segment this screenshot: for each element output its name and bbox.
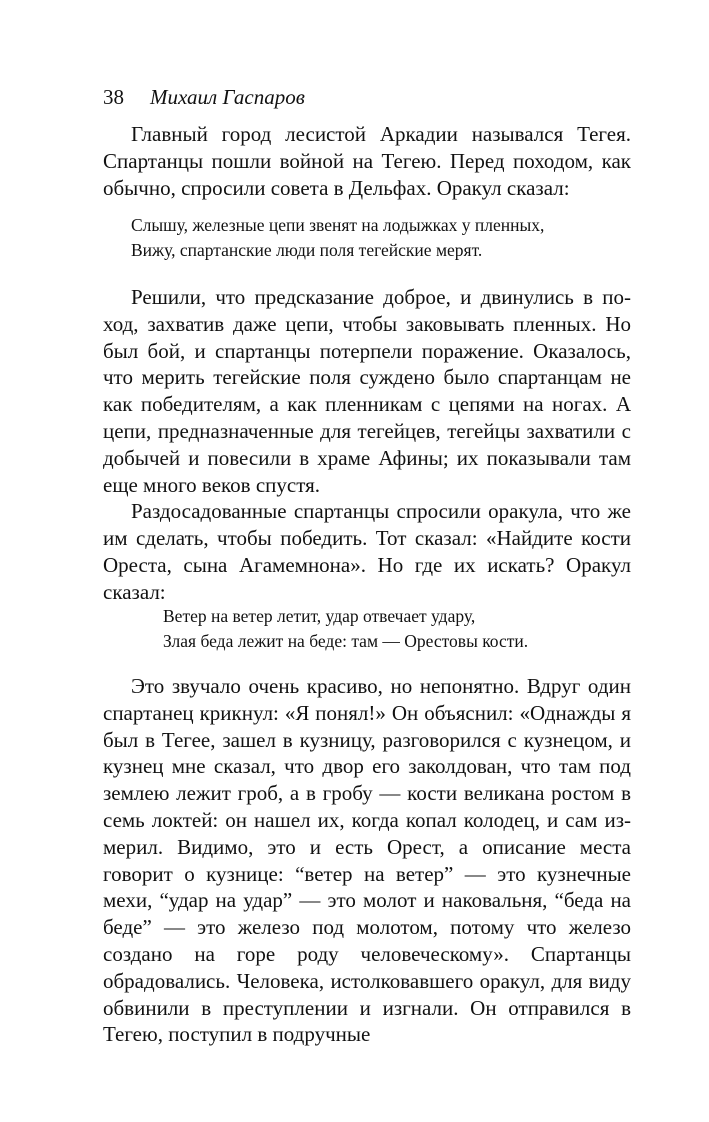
running-head-author: Михаил Гаспаров — [150, 85, 305, 109]
verse-1-line-1: Слышу, железные цепи звенят на лодыжках у пленных, — [131, 215, 545, 235]
page-number: 38 — [103, 85, 124, 109]
text-block-3 — [103, 673, 631, 1048]
page-header — [103, 84, 305, 110]
verse-1-line-2: Вижу, спартанские люди поля тегейские мерят. — [131, 239, 483, 260]
oracle-verse-1 — [131, 213, 544, 262]
paragraph-1: Главный город лесистой Аркадии назывался Тегея. Спартанцы пошли войной на Тегею. Перед походом, как обычно, спросили совета в Дельфах. Оракул сказал: — [103, 122, 631, 200]
paragraph-2: Решили, что предсказание доброе, и двинулись в поход, захватив даже цепи, чтобы заковывать пленных. Но был бой, и спартанцы потерпели поражение. Оказалось, что мерить тегейские поля суждено было спартанцам не как победителям, а как пленникам с цепями на ногах. А цепи, предназначенные для тегейцев, тегейцы захватили с добычей и повесили в храме Афины; их показывали там еще много веков спустя. — [103, 285, 631, 497]
paragraph-3: Раздосадованные спартанцы спросили оракула, что же им сделать, чтобы победить. Тот сказал: «Найдите кости Ореста, сына Агамемнона». Но где их искать? Оракул сказал: — [103, 499, 631, 604]
oracle-verse-2 — [163, 604, 528, 653]
paragraph-4: Это звучало очень красиво, но непонятно. Вдруг один спартанец крикнул: «Я понял!» Он объяснил: «Однажды я был в Тегее, зашел в кузницу, разговорился с кузнецом, и кузнец мне сказал, что двор его заколдован, что там под землею лежит гроб, а в гробу — кости великана ростом в семь локтей: он нашел их, когда копал колодец, и сам измерил. Видимо, это и есть Орест, а описание места говорит о кузнице: “ветер на ветер” — это кузнечные мехи, “удар на удар” — это молот и наковальня, “беда на беде” — это железо под молотом, потому что железо создано на горе роду человеческому». Спартанцы обрадовались. Человека, истолковавшего оракул, для виду обвинили в преступлении и изгнали. Он отправился в Тегею, поступил в подручные — [103, 674, 631, 1047]
verse-2-line-1: Ветер на ветер летит, удар отвечает удару, — [163, 606, 476, 626]
text-block-1 — [103, 121, 631, 201]
text-block-2 — [103, 284, 631, 606]
verse-2-line-2: Злая беда лежит на беде: там — Орестовы кости. — [163, 630, 529, 651]
